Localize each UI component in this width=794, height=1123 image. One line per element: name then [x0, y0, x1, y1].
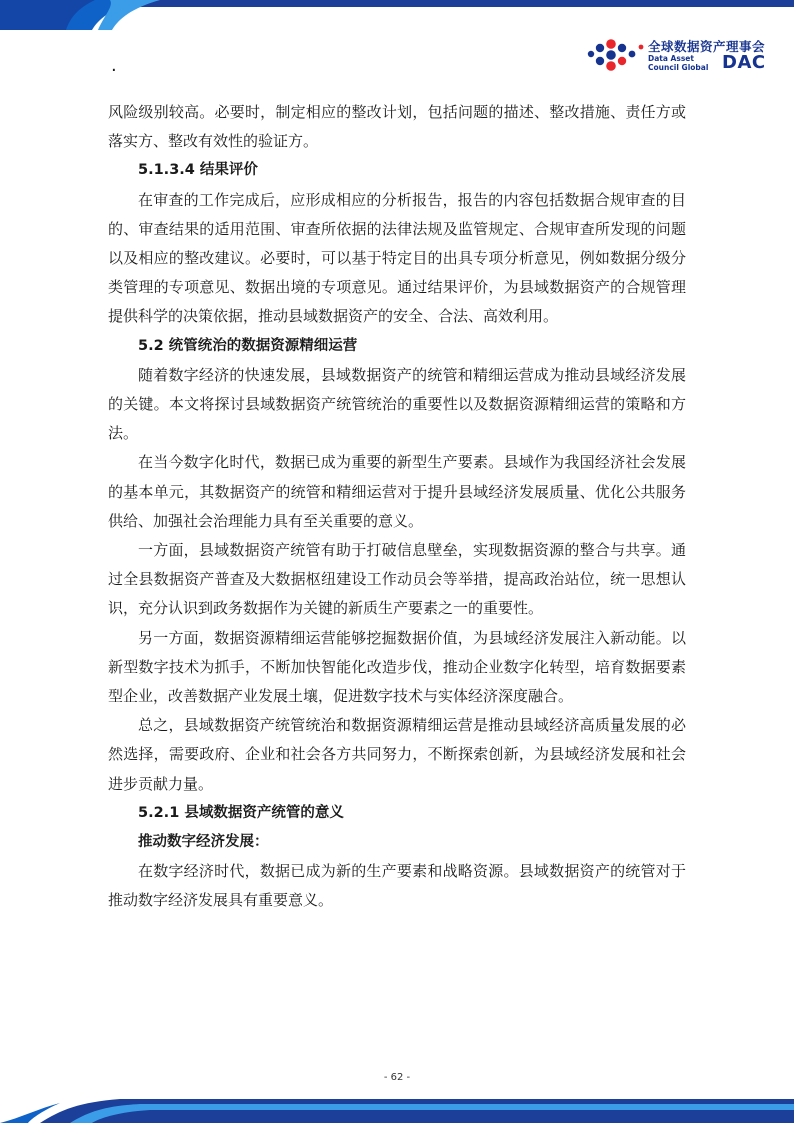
footer-wave-band [0, 1080, 794, 1123]
paragraph: 总之，县域数据资产统管统治和数据资源精细运营是推动县域经济高质量发展的必然选择，需要政府、企业和社会各方共同努力，不断探索创新，为县域经济发展和社会进步贡献力量。 [108, 716, 686, 793]
section-heading-5-2: 5.2 统管统治的数据资源精细运营 [138, 337, 358, 354]
page-number: - 62 - [383, 1072, 411, 1083]
subheading-digital-economy: 推动数字经济发展： [138, 834, 269, 851]
paragraph: 一方面，县域数据资产统管有助于打破信息壁垒，实现数据资源的整合与共享。通过全县数据资产普查及大数据枢纽建设工作动员会等举措，提高政治站位，统一思想认识，充分认识到政务数据作为关键的新质生产要素之一的重要性。 [108, 541, 686, 618]
section-heading-5-2-1: 5.2.1 县域数据资产统管的意义 [138, 804, 344, 821]
logo-name-en-line1: Data Asset [648, 54, 694, 63]
header-wave-band [0, 0, 794, 30]
header-marker: · [111, 60, 117, 81]
paragraph: 在审查的工作完成后，应形成相应的分析报告，报告的内容包括数据合规审查的目的、审查结果的适用范围、审查所依据的法律法规及监管规定、合规审查所发现的问题以及相应的整改建议。必要时，可以基于特定目的出具专项分析意见，例如数据分级分类管理的专项意见、数据出境的专项意见。通过结果评价，为县域数据资产的合规管理提供科学的决策依据，推动县域数据资产的安全、合法、高效利用。 [108, 190, 686, 326]
logo-abbr: DAC [722, 52, 766, 73]
paragraph: 随着数字经济的快速发展，县域数据资产的统管和精细运营成为推动县域经济发展的关键。本文将探讨县域数据资产统管统治的重要性以及数据资源精细运营的策略和方法。 [108, 365, 686, 443]
paragraph: 在数字经济时代，数据已成为新的生产要素和战略资源。县域数据资产的统管对于推动数字经济发展具有重要意义。 [108, 862, 686, 910]
paragraph: 风险级别较高。必要时，制定相应的整改计划，包括问题的描述、整改措施、责任方或落实方、整改有效性的验证方。 [108, 103, 686, 151]
logo-name-cn: 全球数据资产理事会 [648, 39, 766, 54]
section-heading-5-1-3-4: 5.1.3.4 结果评价 [138, 162, 258, 179]
paragraph: 在当今数字化时代，数据已成为重要的新型生产要素。县域作为我国经济社会发展的基本单元，其数据资产的统管和精细运营对于提升县域经济发展质量、优化公共服务供给、加强社会治理能力具有至关重要的意义。 [108, 453, 686, 530]
paragraph: 另一方面，数据资源精细运营能够挖掘数据价值，为县域经济发展注入新动能。以新型数字技术为抓手，不断加快智能化改造步伐，推动企业数字化转型，培育数据要素型企业，改善数据产业发展土壤，促进数字技术与实体经济深度融合。 [108, 628, 686, 706]
logo-name-en-line2: Council Global [648, 63, 709, 72]
document-body [108, 98, 686, 916]
